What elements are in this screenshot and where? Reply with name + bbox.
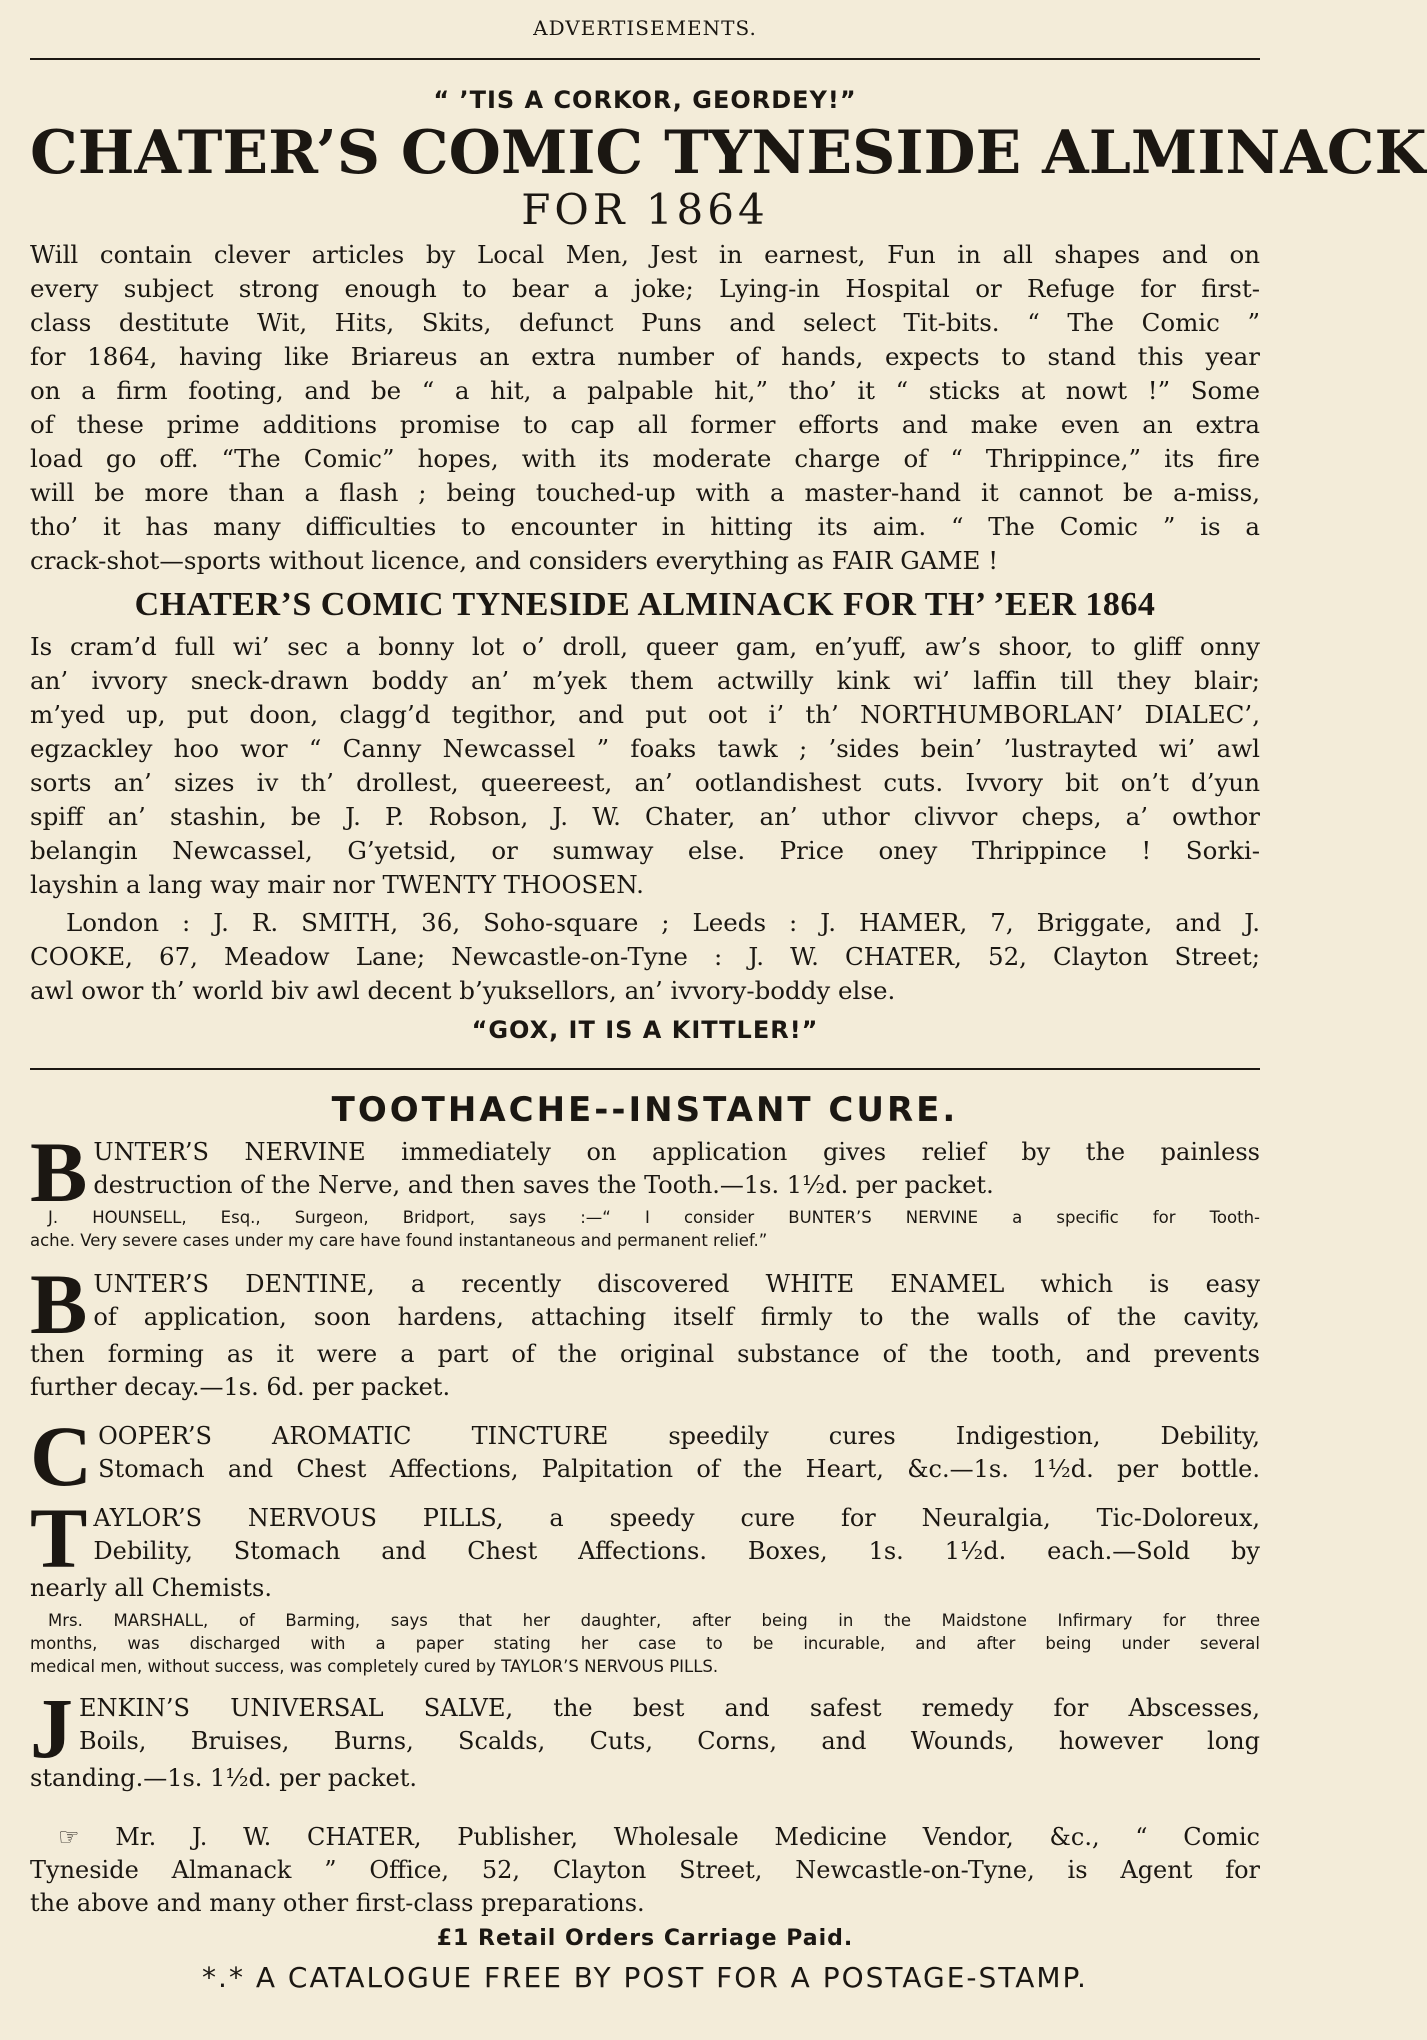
ad-body	[30, 1490, 1260, 1605]
almanack-sellers	[30, 906, 1260, 1008]
ad-body	[30, 1680, 1260, 1795]
text-line: sorts an’ sizes iv th’ drollest, queereest, an’ ootlandishest cuts. Ivvory bit on’t d’yun	[30, 768, 1260, 797]
text-line: nearly all Chemists.	[30, 1574, 272, 1602]
testimonial	[30, 1206, 1260, 1252]
text-line: class destitute Wit, Hits, Skits, defunct Puns and select Tit-bits. “ The Comic ”	[30, 308, 1260, 337]
drop-cap: C	[30, 1408, 93, 1504]
ad-bunters-dentine	[30, 1256, 1260, 1404]
text-line: COOKE, 67, Meadow Lane; Newcastle-on-Tyne : J. W. CHATER, 52, Clayton Street;	[30, 942, 1260, 971]
text-line: Will contain clever articles by Local Men, Jest in earnest, Fun in all shapes and on	[30, 240, 1260, 269]
testimonial	[30, 1609, 1260, 1678]
text-line: UNTER’S NERVINE immediately on application gives relief by the painless	[93, 1138, 1260, 1166]
ad-body	[30, 1420, 1260, 1486]
text-line: Is cram’d full wi’ sec a bonny lot o’ droll, queer gam, en’yuff, aw’s shoor, to gliff onny	[30, 632, 1260, 661]
text-line: standing.—1s. 1½d. per packet.	[30, 1764, 418, 1792]
text-line: will be more than a flash ; being touched-up with a master-hand it cannot be a-miss,	[30, 478, 1260, 507]
text-line: ☞ Mr. J. W. CHATER, Publisher, Wholesale Medicine Vendor, &c., “ Comic	[58, 1823, 1260, 1851]
ad-body	[30, 1256, 1260, 1404]
text-line: egzackley hoo wor “ Canny Newcassel ” foaks tawk ; ’sides bein’ ’lustrayted wi’ awl	[30, 734, 1260, 763]
drop-cap: B	[30, 1256, 88, 1352]
text-line: destruction of the Nerve, and then saves the Tooth.—1s. 1½d. per packet.	[93, 1171, 994, 1199]
advertisement-sheet	[30, 0, 1427, 1994]
almanack-dialect-heading: CHATER’S COMIC TYNESIDE ALMINACK FOR TH’ ’EER 1864	[134, 586, 1156, 623]
text-line: layshin a lang way mair nor TWENTY THOOSEN.	[30, 870, 644, 899]
drop-cap: J	[30, 1680, 73, 1776]
text-line: further decay.—1s. 6d. per packet.	[30, 1373, 451, 1401]
almanack-year-title: FOR 1864	[521, 185, 769, 234]
text-line: AYLOR’S NERVOUS PILLS, a speedy cure for Neuralgia, Tic-Doloreux,	[93, 1504, 1260, 1532]
ad-bunters-nervine	[30, 1124, 1260, 1252]
header-rule	[30, 58, 1260, 60]
almanack-closing-quote: “GOX, IT IS A KITTLER!”	[471, 1016, 819, 1044]
retail-orders-notice: £1 Retail Orders Carriage Paid.	[436, 1926, 854, 1951]
toothache-title: TOOTHACHE--INSTANT CURE.	[331, 1090, 959, 1130]
text-line: awl owor th’ world biv awl decent b’yuksellors, an’ ivvory-boddy else.	[30, 976, 896, 1005]
text-line: belangin Newcassel, G’yetsid, or sumway else. Price oney Thrippince ! Sorki-	[30, 836, 1260, 865]
text-line: London : J. R. SMITH, 36, Soho-square ; Leeds : J. HAMER, 7, Briggate, and J.	[66, 908, 1260, 937]
text-line: of application, soon hardens, attaching itself firmly to the walls of the cavity,	[93, 1303, 1260, 1331]
text-line: m’yed up, put doon, clagg’d tegithor, and put oot i’ th’ NORTHUMBORLAN’ DIALEC’,	[30, 700, 1260, 729]
text-line: ENKIN’S UNIVERSAL SALVE, the best and safest remedy for Abscesses,	[79, 1694, 1260, 1722]
text-line: tho’ it has many difficulties to encounter in hitting its aim. “ The Comic ” is a	[30, 512, 1260, 541]
agent-notice	[30, 1821, 1260, 1920]
text-line: on a firm footing, and be “ a hit, a palpable hit,” tho’ it “ sticks at nowt !” Some	[30, 376, 1260, 405]
text-line: Mrs. MARSHALL, of Barming, says that her daughter, after being in the Maidstone Infirmary for three	[48, 1611, 1260, 1630]
text-line: Boils, Bruises, Burns, Scalds, Cuts, Corns, and Wounds, however long	[79, 1727, 1260, 1755]
text-line: medical men, without success, was completely cured by TAYLOR’S NERVOUS PILLS.	[30, 1657, 719, 1676]
text-line: an’ ivvory sneck-drawn boddy an’ m’yek them actwilly kink wi’ laffin till they blair;	[30, 666, 1260, 695]
text-line: Stomach and Chest Affections, Palpitation of the Heart, &c.—1s. 1½d. per bottle.	[98, 1455, 1260, 1483]
text-line: spiff an’ stashin, be J. P. Robson, J. W. Chater, an’ uthor clivvor cheps, a’ owthor	[30, 802, 1260, 831]
ad-taylors-pills	[30, 1490, 1260, 1678]
drop-cap: B	[30, 1124, 88, 1220]
text-line: load go off. “The Comic” hopes, with its moderate charge of “ Thrippince,” its fire	[30, 444, 1260, 473]
almanack-title: CHATER’S COMIC TYNESIDE ALMINACK	[30, 118, 1427, 188]
text-line: UNTER’S DENTINE, a recently discovered WHITE ENAMEL which is easy	[93, 1270, 1260, 1298]
text-line: for 1864, having like Briareus an extra number of hands, expects to stand this year	[30, 342, 1260, 371]
text-line: every subject strong enough to bear a joke; Lying-in Hospital or Refuge for first-	[30, 274, 1260, 303]
ad-body	[30, 1136, 1260, 1202]
catalogue-notice: *.* A CATALOGUE FREE BY POST FOR A POSTAGE-STAMP.	[202, 1961, 1088, 1994]
text-line: months, was discharged with a paper stating her case to be incurable, and after being under several	[30, 1634, 1260, 1653]
text-line: crack-shot—sports without licence, and considers everything as FAIR GAME !	[30, 546, 999, 575]
almanack-quote-title: “ ’TIS A CORKOR, GEORDEY!”	[433, 86, 857, 114]
text-line: of these prime additions promise to cap all former efforts and make even an extra	[30, 410, 1260, 439]
text-line: the above and many other first-class preparations.	[30, 1889, 645, 1917]
drop-cap: T	[30, 1490, 88, 1586]
section-divider	[30, 1068, 1260, 1070]
almanack-dialect-description	[30, 630, 1260, 902]
page-header: ADVERTISEMENTS.	[533, 16, 757, 40]
text-line: OOPER’S AROMATIC TINCTURE speedily cures Indigestion, Debility,	[98, 1422, 1260, 1450]
text-line: J. HOUNSELL, Esq., Surgeon, Bridport, says :—“ I consider BUNTER’S NERVINE a specific for Tooth-	[48, 1208, 1260, 1227]
text-line: then forming as it were a part of the original substance of the tooth, and prevents	[30, 1340, 1260, 1368]
text-line: Tyneside Almanack ” Office, 52, Clayton Street, Newcastle-on-Tyne, is Agent for	[30, 1856, 1260, 1884]
almanack-description	[30, 238, 1260, 578]
ad-jenkins-salve	[30, 1680, 1260, 1795]
text-line: Debility, Stomach and Chest Affections. Boxes, 1s. 1½d. each.—Sold by	[93, 1537, 1260, 1565]
text-line: ache. Very severe cases under my care have found instantaneous and permanent relief.”	[30, 1231, 768, 1250]
ad-coopers-tincture	[30, 1408, 1260, 1504]
